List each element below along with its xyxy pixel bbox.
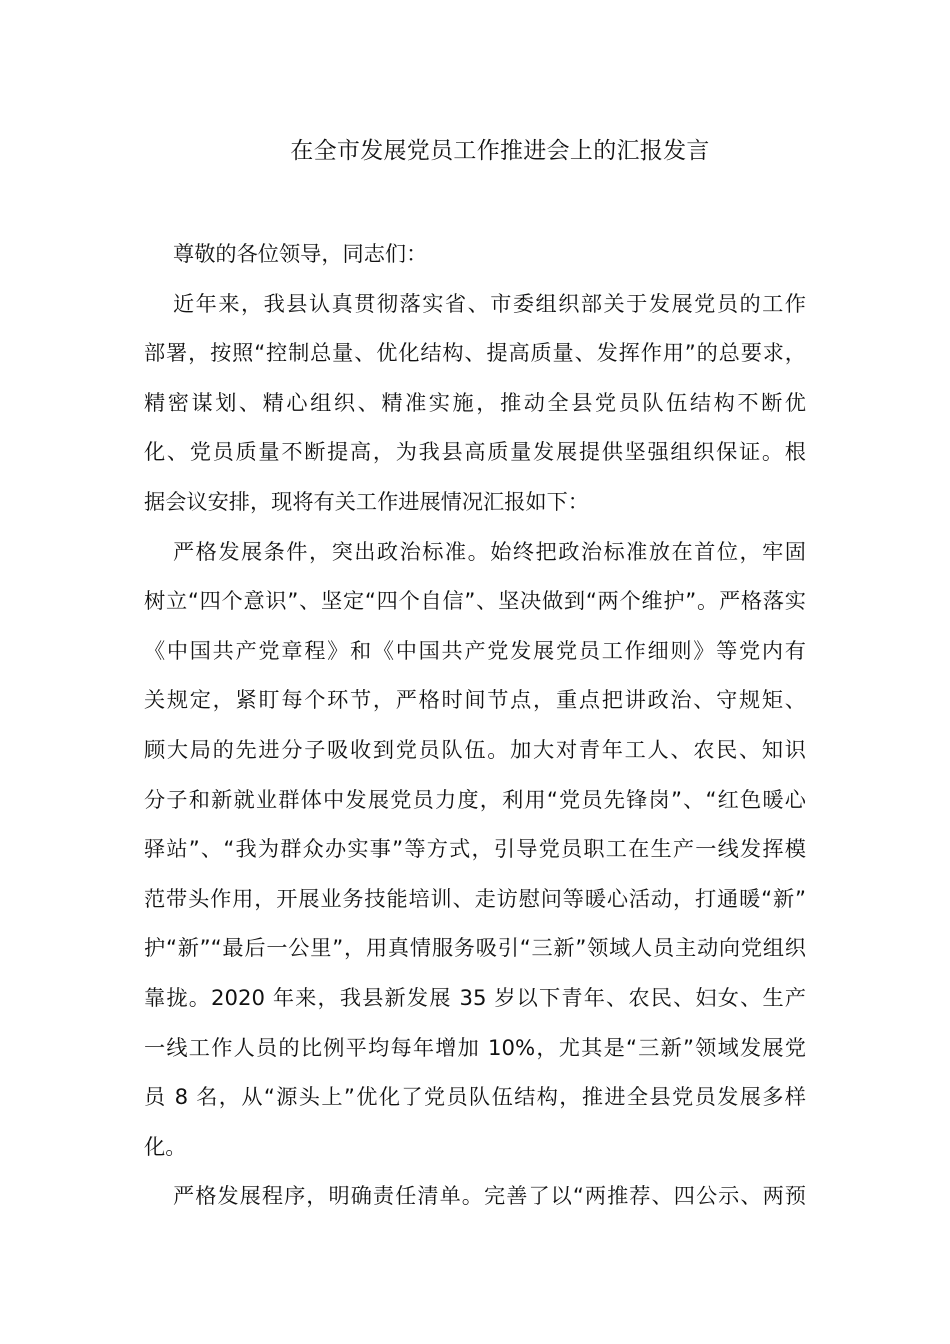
text-line: 严格发展程序，明确责任清单。完善了以“两推荐、四公示、两预 (173, 1183, 806, 1209)
text-line: 顾大局的先进分子吸收到党员队伍。加大对青年工人、农民、知识 (144, 736, 806, 762)
text-line: 范带头作用，开展业务技能培训、走访慰问等暖心活动，打通暖“新” (144, 885, 806, 911)
text-line: 部署，按照“控制总量、优化结构、提高质量、发挥作用”的总要求， (144, 340, 806, 366)
text-line: 树立“四个意识”、坚定“四个自信”、坚决做到“两个维护”。严格落实 (144, 588, 806, 614)
text-line: 据会议安排，现将有关工作进展情况汇报如下： (144, 488, 589, 514)
text-line: 化。 (144, 1133, 187, 1159)
text-line: 严格发展条件，突出政治标准。始终把政治标准放在首位，牢固 (173, 538, 806, 564)
text-line: 《中国共产党章程》和《中国共产党发展党员工作细则》等党内有 (144, 637, 806, 663)
text-line: 化、党员质量不断提高，为我县高质量发展提供坚强组织保证。根 (144, 439, 806, 465)
text-line: 驿站”、“我为群众办实事”等方式，引导党员职工在生产一线发挥模 (144, 836, 806, 862)
text-line: 一线工作人员的比例平均每年增加 10%，尤其是“三新”领域发展党 (144, 1034, 806, 1060)
document-title: 在全市发展党员工作推进会上的汇报发言 (290, 138, 710, 164)
text-line: 精密谋划、精心组织、精准实施，推动全县党员队伍结构不断优 (144, 389, 806, 415)
document-body (144, 229, 806, 1221)
text-line: 关规定，紧盯每个环节，严格时间节点，重点把讲政治、守规矩、 (144, 687, 806, 713)
text-line: 尊敬的各位领导，同志们： (173, 241, 428, 266)
text-line: 护“新”“最后一公里”，用真情服务吸引“三新”领域人员主动向党组织 (144, 935, 806, 961)
text-line: 员 8 名，从“源头上”优化了党员队伍结构，推进全县党员发展多样 (144, 1084, 806, 1110)
text-line: 分子和新就业群体中发展党员力度，利用“党员先锋岗”、“红色暖心 (144, 786, 806, 812)
text-line: 近年来，我县认真贯彻落实省、市委组织部关于发展党员的工作 (173, 290, 806, 316)
text-line: 靠拢。2020 年来，我县新发展 35 岁以下青年、农民、妇女、生产 (144, 984, 806, 1010)
